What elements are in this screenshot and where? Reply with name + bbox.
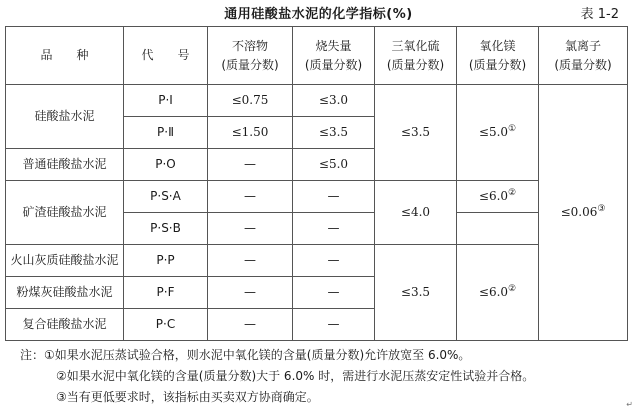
ignition-cell: — (293, 213, 375, 245)
header-insoluble-label: 不溶物 (231, 38, 268, 53)
ignition-cell: ≤3.0 (293, 85, 375, 117)
variety-cell: 火山灰质硅酸盐水泥 (6, 245, 124, 277)
header-insoluble-unit: (质量分数) (221, 57, 279, 72)
chloride-cell (539, 85, 628, 341)
insoluble-cell: — (208, 181, 293, 213)
variety-cell: 复合硅酸盐水泥 (6, 309, 124, 341)
footnote-3: ③当有更低要求时，该指标由买卖双方协商确定。 (56, 390, 319, 404)
code-cell: P·C (124, 309, 208, 341)
code-cell: P·O (124, 149, 208, 181)
header-insoluble (208, 27, 293, 85)
chloride-value: ≤0.06 (560, 205, 598, 219)
code-cell: P·P (124, 245, 208, 277)
return-mark: ↵ (626, 400, 633, 409)
insoluble-cell: — (208, 309, 293, 341)
table-row (6, 85, 628, 117)
footnote-mark: ① (508, 124, 517, 134)
header-ignition-unit: (质量分数) (304, 57, 363, 72)
header-mgo (457, 27, 539, 85)
mgo-psa-cell (457, 181, 539, 213)
header-so3-label: 三氧化硫 (391, 38, 440, 53)
footnote-mark: ② (508, 284, 517, 294)
header-code: 代 号 (124, 27, 208, 85)
footnote-mark: ③ (597, 204, 606, 214)
variety-cell: 硅酸盐水泥 (6, 85, 124, 149)
insoluble-cell: — (208, 149, 293, 181)
so3-group1-cell: ≤3.5 (375, 85, 457, 181)
ignition-cell: — (293, 245, 375, 277)
header-variety: 品 种 (6, 27, 124, 85)
mgo-group3-cell (457, 245, 539, 341)
so3-group3-cell: ≤3.5 (375, 245, 457, 341)
insoluble-cell: — (208, 245, 293, 277)
ignition-cell: — (293, 309, 375, 341)
table-number: 表 1-2 (580, 7, 619, 22)
table-row (6, 245, 628, 277)
header-ignition-label: 烧失量 (315, 38, 352, 53)
mgo-psa-value: ≤6.0 (478, 189, 509, 203)
header-so3-unit: (质量分数) (386, 57, 445, 72)
header-ignition-loss (293, 27, 375, 85)
mgo-group1-value: ≤5.0 (478, 125, 509, 139)
table-title: 通用硅酸盐水泥的化学指标(%) (224, 7, 413, 22)
header-row (6, 27, 628, 85)
ignition-cell: — (293, 277, 375, 309)
table-row (6, 181, 628, 213)
variety-cell: 粉煤灰硅酸盐水泥 (6, 277, 124, 309)
ignition-cell: ≤3.5 (293, 117, 375, 149)
variety-cell: 矿渣硅酸盐水泥 (6, 181, 124, 245)
insoluble-cell: — (208, 213, 293, 245)
header-mgo-unit: (质量分数) (468, 57, 527, 72)
ignition-cell: ≤5.0 (293, 149, 375, 181)
footnote-1: 注：①如果水泥压蒸试验合格，则水泥中氧化镁的含量(质量分数)允许放宽至 6.0%。 (20, 348, 471, 362)
mgo-group3-value: ≤6.0 (478, 285, 509, 299)
so3-group2-cell: ≤4.0 (375, 181, 457, 245)
variety-cell: 普通硅酸盐水泥 (6, 149, 124, 181)
footnotes (20, 345, 534, 408)
header-so3 (375, 27, 457, 85)
code-cell: P·S·B (124, 213, 208, 245)
chemical-index-table (5, 26, 628, 341)
code-cell: P·F (124, 277, 208, 309)
insoluble-cell: ≤0.75 (208, 85, 293, 117)
ignition-cell: — (293, 181, 375, 213)
mgo-psb-cell (457, 213, 539, 245)
header-chloride-unit: (质量分数) (554, 57, 612, 72)
code-cell: P·S·A (124, 181, 208, 213)
footnote-mark: ② (508, 188, 517, 198)
mgo-group1-cell (457, 85, 539, 181)
header-mgo-label: 氧化镁 (479, 38, 516, 53)
header-chloride (539, 27, 628, 85)
header-chloride-label: 氯离子 (564, 38, 601, 53)
code-cell: P·Ⅱ (124, 117, 208, 149)
footnote-2: ②如果水泥中氧化镁的含量(质量分数)大于 6.0% 时，需进行水泥压蒸安定性试验并合格。 (56, 369, 535, 383)
insoluble-cell: ≤1.50 (208, 117, 293, 149)
insoluble-cell: — (208, 277, 293, 309)
code-cell: P·Ⅰ (124, 85, 208, 117)
